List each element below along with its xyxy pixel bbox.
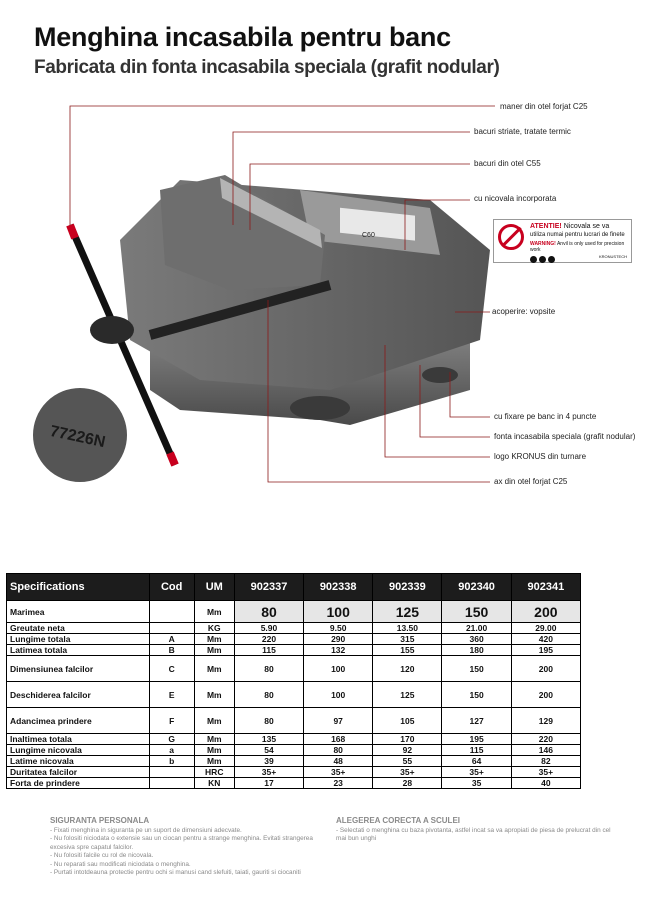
um-cell: Mm xyxy=(194,601,234,623)
value-cell: 168 xyxy=(304,734,373,745)
value-cell: 200 xyxy=(511,656,580,682)
spec-name-cell: Forta de prindere xyxy=(7,778,150,789)
spec-name-cell: Duritatea falcilor xyxy=(7,767,150,778)
value-cell: 40 xyxy=(511,778,580,789)
value-cell: 92 xyxy=(373,745,442,756)
choice-notes xyxy=(336,817,621,844)
value-cell: 150 xyxy=(442,601,511,623)
cod-cell xyxy=(149,601,194,623)
table-row xyxy=(7,767,581,778)
plate-model: C60 xyxy=(362,232,375,239)
um-cell: Mm xyxy=(194,745,234,756)
value-cell: 100 xyxy=(304,656,373,682)
vise-illustration xyxy=(0,90,647,510)
spec-name-cell: Lungime nicovala xyxy=(7,745,150,756)
value-cell: 360 xyxy=(442,634,511,645)
inset-text: 77226N xyxy=(48,422,107,452)
value-cell: 125 xyxy=(373,682,442,708)
warning-line2: utiliza numai pentru lucrari de finete xyxy=(530,232,625,238)
note-item: - Purtati intotdeauna protectie pentru ochi si manusi cand slefuiti, taiati, gauriti si ciocaniti xyxy=(50,869,301,876)
value-cell: 127 xyxy=(442,708,511,734)
value-cell: 80 xyxy=(304,745,373,756)
table-header-row xyxy=(7,574,581,601)
callout-fonta: fonta incasabila speciala (grafit nodular) xyxy=(494,432,636,441)
value-cell: 80 xyxy=(234,708,303,734)
table-row xyxy=(7,778,581,789)
table-row xyxy=(7,645,581,656)
value-cell: 9.50 xyxy=(304,623,373,634)
value-cell: 48 xyxy=(304,756,373,767)
column-header: 902337 xyxy=(234,574,303,601)
column-header: 902340 xyxy=(442,574,511,601)
value-cell: 150 xyxy=(442,656,511,682)
note-item: - Nu folositi falcile cu rol de nicovala. xyxy=(50,852,154,859)
value-cell: 35+ xyxy=(373,767,442,778)
table-row xyxy=(7,745,581,756)
page-subtitle: Fabricata din fonta incasabila speciala (grafit nodular) xyxy=(34,57,500,78)
warning-warning: WARNING! xyxy=(530,241,556,247)
value-cell: 5.90 xyxy=(234,623,303,634)
um-cell: Mm xyxy=(194,682,234,708)
column-header: Specifications xyxy=(7,574,150,601)
callout-fixare: cu fixare pe banc in 4 puncte xyxy=(494,412,597,421)
um-cell: HRC xyxy=(194,767,234,778)
value-cell: 80 xyxy=(234,601,303,623)
value-cell: 23 xyxy=(304,778,373,789)
value-cell: 35+ xyxy=(234,767,303,778)
table-row xyxy=(7,601,581,623)
spec-name-cell: Greutate neta xyxy=(7,623,150,634)
value-cell: 35 xyxy=(442,778,511,789)
value-cell: 115 xyxy=(442,745,511,756)
warning-line3: Anvil is only used for precision work xyxy=(530,241,625,253)
callout-maner: maner din otel forjat C25 xyxy=(500,102,588,111)
value-cell: 80 xyxy=(234,682,303,708)
note-item: - Fixati menghina in siguranta pe un suport de dimensiuni adecvate. xyxy=(50,826,242,834)
value-cell: 82 xyxy=(511,756,580,767)
value-cell: 135 xyxy=(234,734,303,745)
cod-cell: a xyxy=(149,745,194,756)
value-cell: 64 xyxy=(442,756,511,767)
note-item: - Nu reparati sau modificati niciodata o menghina. xyxy=(50,860,191,868)
spec-name-cell: Latimea totala xyxy=(7,645,150,656)
table-row xyxy=(7,682,581,708)
value-cell: 125 xyxy=(373,601,442,623)
spec-name-cell: Adancimea prindere xyxy=(7,708,150,734)
um-cell: KN xyxy=(194,778,234,789)
warning-code: KRONUSTECH xyxy=(598,254,627,259)
value-cell: 100 xyxy=(304,682,373,708)
cod-cell: G xyxy=(149,734,194,745)
value-cell: 97 xyxy=(304,708,373,734)
value-cell: 39 xyxy=(234,756,303,767)
value-cell: 35+ xyxy=(304,767,373,778)
value-cell: 55 xyxy=(373,756,442,767)
value-cell: 146 xyxy=(511,745,580,756)
cod-cell: E xyxy=(149,682,194,708)
cod-cell: b xyxy=(149,756,194,767)
value-cell: 13.50 xyxy=(373,623,442,634)
value-cell: 28 xyxy=(373,778,442,789)
um-cell: Mm xyxy=(194,756,234,767)
value-cell: 105 xyxy=(373,708,442,734)
callout-nicovala: cu nicovala incorporata xyxy=(474,194,557,203)
value-cell: 155 xyxy=(373,645,442,656)
value-cell: 220 xyxy=(511,734,580,745)
spec-name-cell: Marimea xyxy=(7,601,150,623)
table-row xyxy=(7,623,581,634)
callout-ax: ax din otel forjat C25 xyxy=(494,477,568,486)
callout-bacuri-striate: bacuri striate, tratate termic xyxy=(474,127,571,136)
warning-icons xyxy=(530,250,557,268)
column-header: 902341 xyxy=(511,574,580,601)
value-cell: 54 xyxy=(234,745,303,756)
cod-cell: A xyxy=(149,634,194,645)
handle-cap-top xyxy=(70,225,75,238)
value-cell: 132 xyxy=(304,645,373,656)
callout-bacuri-otel: bacuri din otel C55 xyxy=(474,159,541,168)
column-header: 902339 xyxy=(373,574,442,601)
spec-name-cell: Inaltimea totala xyxy=(7,734,150,745)
warning-line1: Nicovala se va xyxy=(563,223,610,230)
value-cell: 115 xyxy=(234,645,303,656)
um-cell: Mm xyxy=(194,656,234,682)
value-cell: 150 xyxy=(442,682,511,708)
handle-hub xyxy=(90,316,134,344)
column-header: 902338 xyxy=(304,574,373,601)
value-cell: 29.00 xyxy=(511,623,580,634)
value-cell: 220 xyxy=(234,634,303,645)
safety-heading: SIGURANTA PERSONALA xyxy=(50,816,150,825)
value-cell: 35+ xyxy=(442,767,511,778)
vise-drawing xyxy=(0,90,647,510)
value-cell: 129 xyxy=(511,708,580,734)
cod-cell: B xyxy=(149,645,194,656)
cod-cell: C xyxy=(149,656,194,682)
table-row xyxy=(7,708,581,734)
spec-name-cell: Dimensiunea falcilor xyxy=(7,656,150,682)
um-cell: Mm xyxy=(194,634,234,645)
safety-notes xyxy=(50,817,330,878)
spec-name-cell: Latime nicovala xyxy=(7,756,150,767)
um-cell: Mm xyxy=(194,645,234,656)
table-row xyxy=(7,656,581,682)
column-header: UM xyxy=(194,574,234,601)
um-cell: Mm xyxy=(194,708,234,734)
value-cell: 200 xyxy=(511,601,580,623)
value-cell: 35+ xyxy=(511,767,580,778)
value-cell: 21.00 xyxy=(442,623,511,634)
value-cell: 120 xyxy=(373,656,442,682)
spec-name-cell: Lungime totala xyxy=(7,634,150,645)
base-slot xyxy=(290,396,350,420)
value-cell: 180 xyxy=(442,645,511,656)
warning-label xyxy=(493,219,632,263)
table-row xyxy=(7,734,581,745)
table-row xyxy=(7,634,581,645)
note-item: - Selectati o menghina cu baza pivotanta, astfel incat sa va apropiati de piesa de prelucrat din cel mai bun unghi xyxy=(336,826,611,842)
table-row xyxy=(7,756,581,767)
value-cell: 195 xyxy=(442,734,511,745)
value-cell: 290 xyxy=(304,634,373,645)
callout-logo: logo KRONUS din turnare xyxy=(494,452,587,461)
spec-name-cell: Deschiderea falcilor xyxy=(7,682,150,708)
cod-cell xyxy=(149,767,194,778)
page-title: Menghina incasabila pentru banc xyxy=(34,22,451,52)
value-cell: 17 xyxy=(234,778,303,789)
value-cell: 200 xyxy=(511,682,580,708)
value-cell: 170 xyxy=(373,734,442,745)
value-cell: 420 xyxy=(511,634,580,645)
value-cell: 80 xyxy=(234,656,303,682)
cod-cell: F xyxy=(149,708,194,734)
specifications-table xyxy=(6,573,581,789)
um-cell: KG xyxy=(194,623,234,634)
cod-cell xyxy=(149,778,194,789)
choice-heading: ALEGEREA CORECTA A SCULEI xyxy=(336,816,461,825)
value-cell: 315 xyxy=(373,634,442,645)
um-cell: Mm xyxy=(194,734,234,745)
prohibition-icon xyxy=(498,224,524,250)
base-slot xyxy=(422,367,458,383)
warning-attention: ATENTIE! xyxy=(530,223,562,230)
value-cell: 100 xyxy=(304,601,373,623)
cod-cell xyxy=(149,623,194,634)
callout-acoperire: acoperire: vopsite xyxy=(492,307,556,316)
column-header: Cod xyxy=(149,574,194,601)
handle-cap-bottom xyxy=(170,453,175,465)
value-cell: 195 xyxy=(511,645,580,656)
note-item: - Nu folositi niciodata o extensie sau un ciocan pentru a strange menghina. Evitati strangerea excesiva spre capatul falcilor. xyxy=(50,835,313,851)
